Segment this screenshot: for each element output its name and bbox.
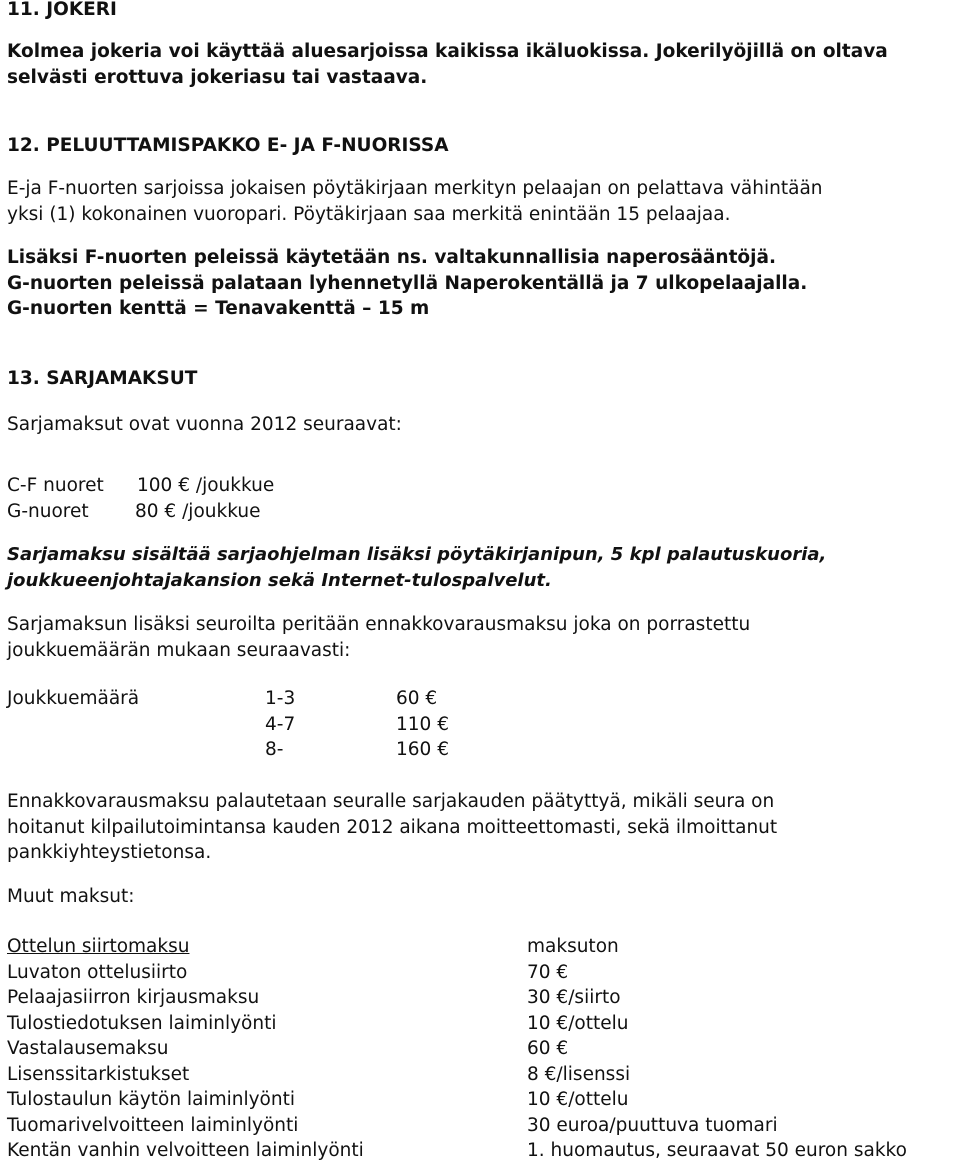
fees-intro: Sarjamaksut ovat vuonna 2012 seuraavat: <box>7 414 402 435</box>
other-fee-item: Tuomarivelvoitteen laiminlyönti <box>7 1114 299 1136</box>
text-line: selvästi erottuva jokeriasu tai vastaava. <box>7 66 428 88</box>
deposit-label: Joukkuemäärä <box>7 688 140 709</box>
section-12-body <box>7 176 954 227</box>
other-fees-table <box>7 934 954 1164</box>
deposit-range: 1-3 <box>265 688 296 709</box>
deposit-fee: 160 € <box>396 739 449 760</box>
deposit-range: 8- <box>265 739 284 760</box>
deposit-fee: 60 € <box>396 688 438 709</box>
other-fee-row <box>7 985 954 1011</box>
other-fee-row <box>7 1036 954 1062</box>
text-line: yksi (1) kokonainen vuoropari. Pöytäkirjaan saa merkitä enintään 15 pelaajaa. <box>7 203 731 225</box>
text-line: hoitanut kilpailutoimintansa kauden 2012 aikana moitteettomasti, sekä ilmoittanut <box>7 816 778 838</box>
section-12-heading: 12. PELUUTTAMISPAKKO E- JA F-NUORISSA <box>7 135 449 156</box>
text-line: Sarjamaksu sisältää sarjaohjelman lisäksi pöytäkirjanipun, 5 kpl palautuskuoria, <box>7 544 827 565</box>
fee-group: G-nuoret <box>7 500 89 522</box>
deposit-table <box>7 686 954 763</box>
other-fee-row <box>7 1087 954 1113</box>
other-fee-amount: 30 euroa/puuttuva tuomari <box>527 1114 778 1136</box>
text-line: Ennakkovarausmaksu palautetaan seuralle sarjakauden päätyttyä, mikäli seura on <box>7 791 775 812</box>
other-fee-amount: maksuton <box>527 936 619 957</box>
other-fee-item: Vastalausemaksu <box>7 1038 169 1059</box>
fee-amount: 100 € /joukkue <box>137 475 275 496</box>
text-line: G-nuorten kenttä = Tenavakenttä – 15 m <box>7 298 430 319</box>
fees-table <box>7 473 954 524</box>
other-fee-amount: 10 €/ottelu <box>527 1012 629 1034</box>
other-fee-row <box>7 934 954 960</box>
other-fee-amount: 10 €/ottelu <box>527 1089 629 1110</box>
other-fee-item: Tulostaulun käytön laiminlyönti <box>7 1089 295 1110</box>
deposit-row <box>7 737 954 763</box>
text-line: Kolmea jokeria voi käyttää aluesarjoissa kaikissa ikäluokissa. Jokerilyöjillä on oltava <box>7 41 888 62</box>
text-line: E-ja F-nuorten sarjoissa jokaisen pöytäkirjaan merkityn pelaajan on pelattava vähintään <box>7 178 823 199</box>
fee-row <box>7 473 954 499</box>
other-fee-amount: 8 €/lisenssi <box>527 1063 631 1085</box>
other-fee-amount: 60 € <box>527 1038 569 1059</box>
fee-row <box>7 499 954 525</box>
fee-amount: 80 € /joukkue <box>135 500 261 522</box>
other-fee-amount: 1. huomautus, seuraavat 50 euron sakko <box>527 1140 907 1161</box>
other-fee-item: Lisenssitarkistukset <box>7 1063 190 1085</box>
deposit-fee: 110 € <box>396 713 449 735</box>
section-11-heading: 11. JOKERI <box>7 0 117 20</box>
other-fee-item: Ottelun siirtomaksu <box>7 936 190 957</box>
deposit-intro <box>7 612 954 663</box>
other-fee-item: Luvaton ottelusiirto <box>7 961 188 983</box>
other-fee-row <box>7 1062 954 1088</box>
other-fee-row <box>7 1011 954 1037</box>
section-11-body <box>7 39 954 90</box>
other-fee-item: Pelaajasiirron kirjausmaksu <box>7 987 260 1008</box>
section-13-heading: 13. SARJAMAKSUT <box>7 368 198 389</box>
other-fee-amount: 30 €/siirto <box>527 987 621 1008</box>
refund-text <box>7 789 954 866</box>
text-line: Sarjamaksun lisäksi seuroilta peritään ennakkovarausmaksu joka on porrastettu <box>7 614 751 635</box>
other-fee-amount: 70 € <box>527 961 569 983</box>
other-fee-item: Kentän vanhin velvoitteen laiminlyönti <box>7 1140 364 1161</box>
text-line: joukkuemäärän mukaan seuraavasti: <box>7 639 351 661</box>
text-line: joukkueenjohtajakansion sekä Internet-tulospalvelut. <box>7 569 552 591</box>
other-fee-row <box>7 960 954 986</box>
other-fee-item: Tulostiedotuksen laiminlyönti <box>7 1012 277 1034</box>
text-line: Lisäksi F-nuorten peleissä käytetään ns. valtakunnallisia naperosääntöjä. <box>7 247 776 268</box>
other-fees-heading: Muut maksut: <box>7 886 135 907</box>
section-12-rules <box>7 245 954 322</box>
deposit-row <box>7 712 954 738</box>
fee-group: C-F nuoret <box>7 475 104 496</box>
text-line: pankkiyhteystietonsa. <box>7 842 212 863</box>
other-fee-row <box>7 1138 954 1164</box>
deposit-row <box>7 686 954 712</box>
text-line: G-nuorten peleissä palataan lyhennetyllä Naperokentällä ja 7 ulkopelaajalla. <box>7 272 808 294</box>
deposit-range: 4-7 <box>265 713 296 735</box>
fee-includes <box>7 542 954 593</box>
other-fee-row <box>7 1113 954 1139</box>
